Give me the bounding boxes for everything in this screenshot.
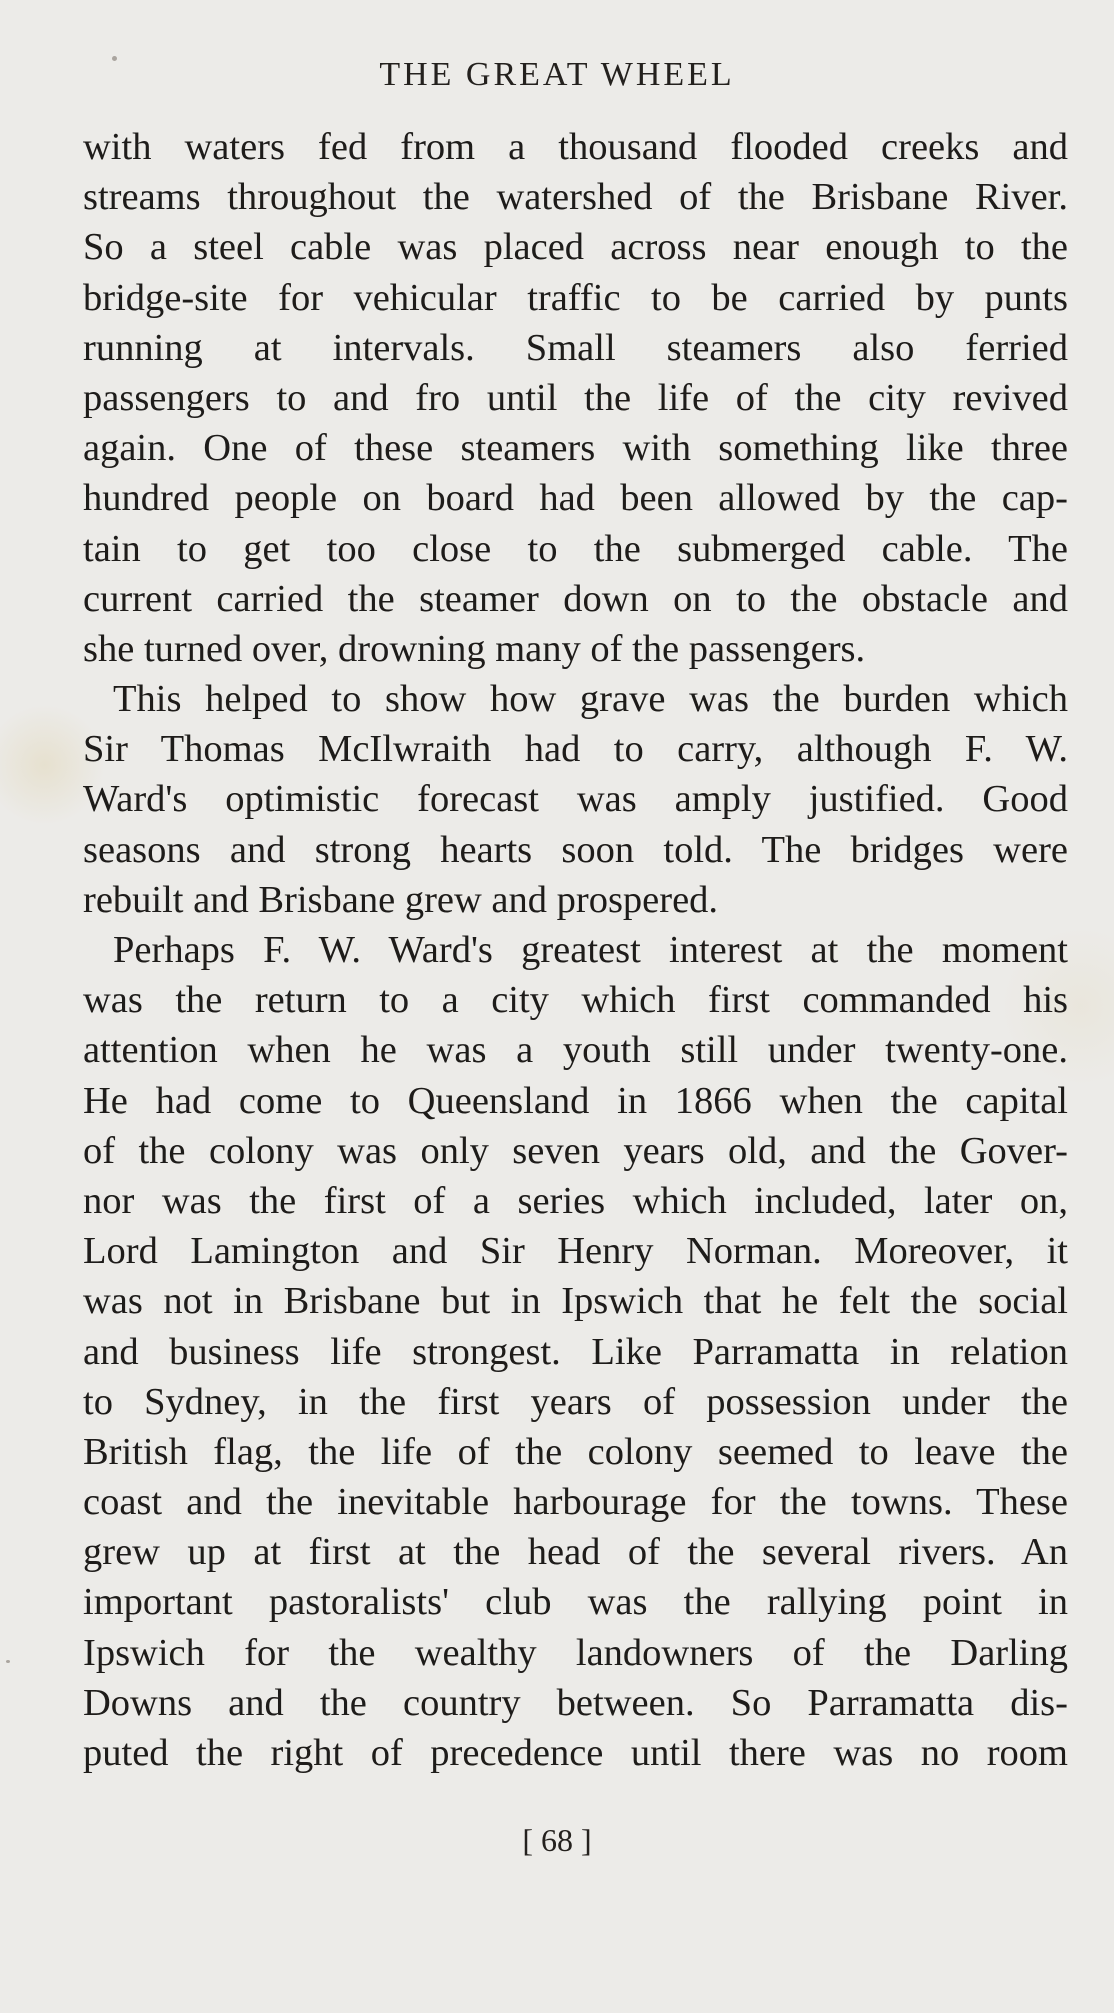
text-line: was the return to a city which first commanded his: [83, 979, 1068, 1022]
text-line: and business life strongest. Like Parramatta in relation: [83, 1330, 1068, 1373]
text-line: seasons and strong hearts soon told. The bridges were: [83, 828, 1068, 871]
text-line: passengers to and fro until the life of the city revived: [83, 376, 1068, 419]
paragraph-first-line: This helped to show how grave was the burden which: [113, 678, 1068, 721]
text-line: current carried the steamer down on to the obstacle and: [83, 577, 1068, 620]
text-line: again. One of these steamers with something like three: [83, 427, 1068, 470]
text-line: streams throughout the watershed of the Brisbane River.: [83, 176, 1068, 219]
text-line: important pastoralists' club was the rallying point in: [83, 1581, 1068, 1624]
text-line: So a steel cable was placed across near enough to the: [83, 226, 1068, 269]
text-line: nor was the first of a series which included, later on,: [83, 1179, 1068, 1222]
text-line: British flag, the life of the colony seemed to leave the: [83, 1430, 1068, 1473]
text-line: coast and the inevitable harbourage for the towns. These: [83, 1481, 1068, 1524]
text-line: to Sydney, in the first years of possession under the: [83, 1380, 1068, 1423]
text-line: He had come to Queensland in 1866 when the capital: [83, 1079, 1068, 1122]
text-line: of the colony was only seven years old, and the Gover-: [83, 1129, 1068, 1172]
text-line: puted the right of precedence until there was no room: [83, 1732, 1068, 1774]
paragraph-first-line: Perhaps F. W. Ward's greatest interest at the moment: [113, 929, 1068, 971]
text-line: Sir Thomas McIlwraith had to carry, although F. W.: [83, 728, 1068, 771]
paper-speck: [6, 1660, 10, 1663]
text-line: Ipswich for the wealthy landowners of the Darling: [83, 1631, 1068, 1674]
text-line: she turned over, drowning many of the passengers.: [83, 627, 866, 670]
text-line: Lord Lamington and Sir Henry Norman. Moreover, it: [83, 1230, 1068, 1273]
text-line: Ward's optimistic forecast was amply justified. Good: [83, 778, 1068, 821]
text-line: bridge-site for vehicular traffic to be carried by punts: [83, 276, 1068, 319]
text-line: was not in Brisbane but in Ipswich that he felt the social: [83, 1280, 1068, 1323]
paragraph-first-line: with waters fed from a thousand flooded creeks and: [83, 126, 1068, 168]
text-line: tain to get too close to the submerged cable. The: [83, 527, 1068, 570]
text-line: hundred people on board had been allowed by the cap-: [83, 477, 1068, 520]
text-line: Downs and the country between. So Parramatta dis-: [83, 1681, 1068, 1724]
text-line: attention when he was a youth still under twenty-one.: [83, 1029, 1068, 1072]
text-line: rebuilt and Brisbane grew and prospered.: [83, 878, 719, 921]
text-line: grew up at first at the head of the several rivers. An: [83, 1531, 1068, 1574]
body-text: [83, 122, 1068, 1778]
running-head: THE GREAT WHEEL: [379, 56, 735, 93]
page-number: [ 68 ]: [522, 1822, 592, 1858]
text-line: running at intervals. Small steamers also ferried: [83, 326, 1068, 369]
